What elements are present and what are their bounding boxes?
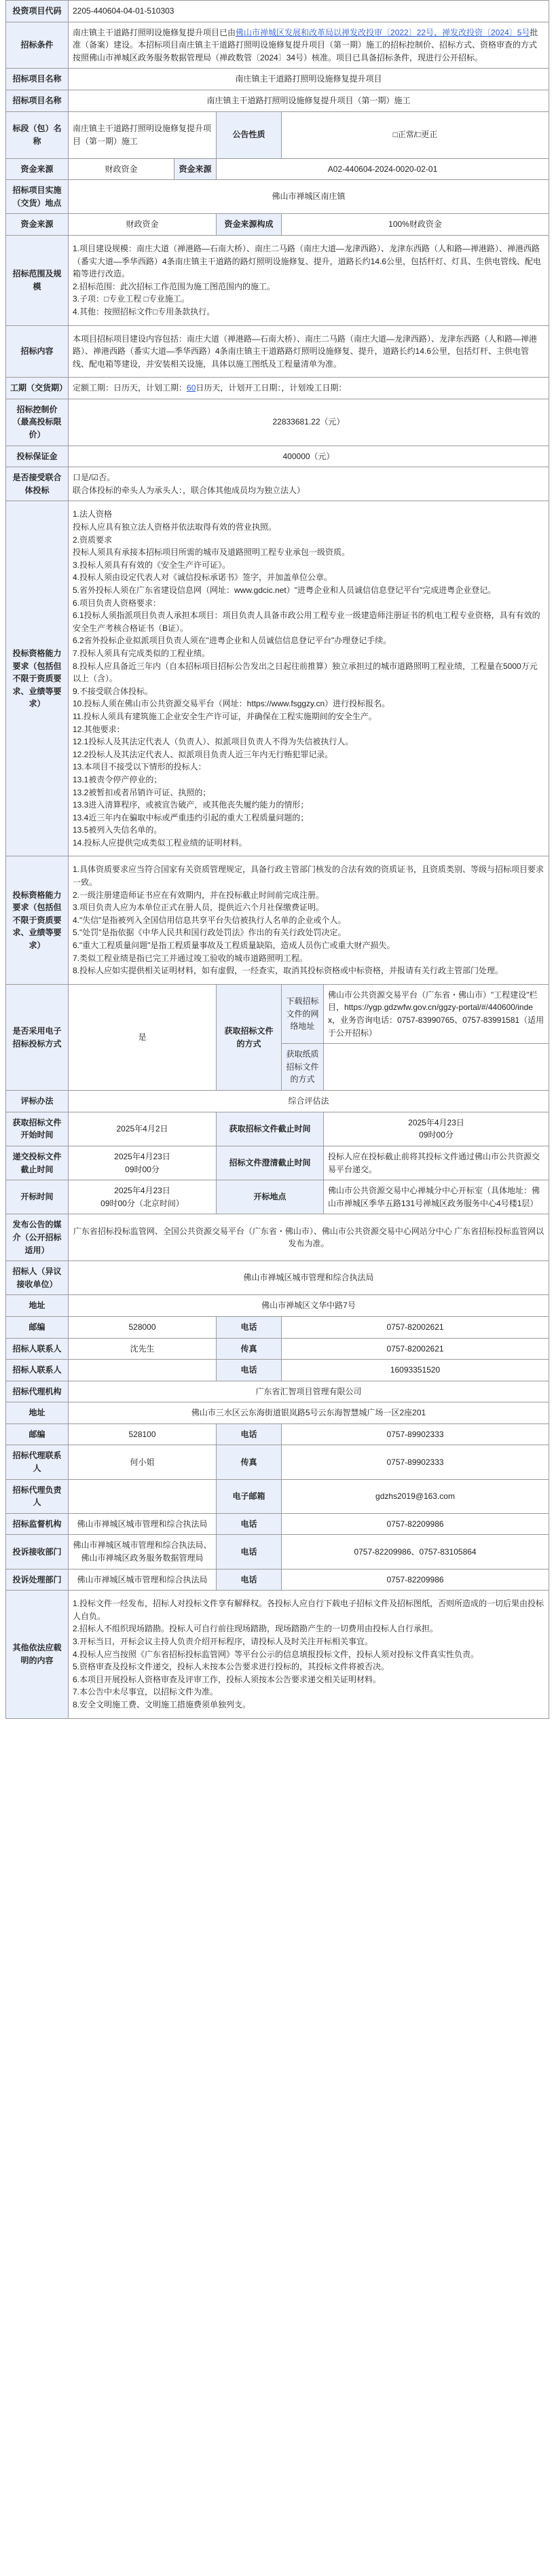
fax-value: 0757-82002621	[282, 1338, 549, 1360]
agency-director-label: 招标代理负责人	[6, 1479, 69, 1513]
row-tenderer	[6, 1261, 549, 1295]
duration-tail: ，计划竣工日期：	[281, 383, 347, 393]
notice-type-value: □正常/□更正	[282, 111, 549, 158]
phone-label: 电话	[217, 1316, 282, 1338]
phone-value: 0757-82002621	[282, 1316, 549, 1338]
fund-detail-label: 资金来源	[174, 158, 217, 180]
row-joint	[6, 467, 549, 501]
other-value: 1.投标文件一经发布，招标人对投标文件享有解释权。各投标人应自行下载电子招标文件及招标图纸，否则所造成的一切后果由投标人自负。 2.招标人不组织现场踏勘。投标人可自行前往现场踏勘，现场踏勘产生的一切费用由投标人自行承担。 3.开标当日，开标会议主持人负责介绍开标程序，请投标人及时关注开标相关事宜。 4.投标人应当按照《广东省招标投标监管网》等平台公示的信息填报投标文件，投标人须对投标文件真实性负责。 5.资格审查及投标文件递交，投标人未按本公告要求进行投标的，其投标文件将被否决。 6.本项目开展投标人资格审查及评审工作，投标人须按本公告要求递交相关证明材料。 7.本公告中未尽事宜，以招标文件为准。 8.安全文明施工费、文明施工措施费须单独列支。	[69, 1591, 549, 1718]
agency-tel-value: 16093351520	[282, 1360, 549, 1381]
open-place-value: 佛山市公共资源交易中心禅城分中心开标室（具体地址：佛山市禅城区季华五路131号禅城区政务服务中心4号楼1层）	[324, 1180, 549, 1214]
fund-ratio-label: 资金来源构成	[217, 214, 282, 236]
row-conditions	[6, 22, 549, 69]
bid-deadline-value: 2025年4月23日 09时00分	[69, 1146, 217, 1180]
row-agency-tel	[6, 1360, 549, 1381]
fund-source-label: 资金来源	[6, 158, 69, 180]
agency-postcode-label: 邮编	[6, 1423, 69, 1445]
rep-doc-value	[324, 1044, 549, 1091]
fund-amount-label: 资金来源	[6, 214, 69, 236]
fund-ratio-value: 100%财政资金	[282, 214, 549, 236]
row-bond	[6, 446, 549, 467]
email-value[interactable]: gdzhs2019@163.com	[282, 1479, 549, 1513]
get-doc-label: 获取招标文件的方式	[217, 984, 282, 1090]
row-scope	[6, 235, 549, 325]
media-label: 发布公告的媒介（公开招标适用）	[6, 1214, 69, 1261]
agency-director-value	[69, 1479, 217, 1513]
project-name-label: 招标项目名称	[6, 69, 69, 90]
row-section-detail	[6, 111, 549, 158]
row-ebid-1	[6, 984, 549, 1043]
row-eval	[6, 1091, 549, 1112]
agency-contact-value: 何小姐	[69, 1445, 217, 1479]
agency-addr-value: 佛山市三水区云东海街道银岚路5号云东海智慧城广场一区2座201	[69, 1402, 549, 1424]
project-name-value: 南庄镇主干道路打照明设施修复提升项目	[69, 69, 549, 90]
agency-contact-label: 招标代理联系人	[6, 1445, 69, 1479]
doc-end-value: 2025年4月23日 09时00分	[324, 1112, 549, 1146]
complaint-label: 投诉接收部门	[6, 1535, 69, 1569]
clarify-label: 招标文件澄清截止时间	[217, 1146, 324, 1180]
tenderer-addr-value: 佛山市禅城区文华中路7号	[69, 1295, 549, 1317]
eval-label: 评标办法	[6, 1091, 69, 1112]
complaint-value: 佛山市禅城区城市管理和综合执法局、佛山市禅城区政务服务数据管理局	[69, 1535, 217, 1569]
media-value: 广东省招标投标监管网、全国公共资源交易平台（广东省・佛山市）、佛山市公共资源交易中心网站分中心 广东省招标投标监管网以发布为准。	[69, 1214, 549, 1261]
complaint-handle-label: 投诉处理部门	[6, 1569, 69, 1591]
agency-label: 招标代理机构	[6, 1381, 69, 1402]
row-fund-amount	[6, 214, 549, 236]
row-agency-email	[6, 1479, 549, 1513]
joint-label: 是否接受联合体投标	[6, 467, 69, 501]
fund-source-value: 财政资金	[69, 158, 174, 180]
row-section	[6, 90, 549, 111]
code-label: 投资项目代码	[6, 1, 69, 22]
row-code	[6, 1, 549, 22]
conditions-link[interactable]: 佛山市禅城区发展和改革局以禅发改投审〔2022〕22号、禅发改投资〔2024〕5号	[236, 27, 530, 37]
e-bid-label: 是否采用电子招标投标方式	[6, 984, 69, 1090]
code-value: 2205-440604-04-01-510303	[69, 1, 549, 22]
duration-mid: 日历天，计划工期：	[113, 383, 187, 393]
row-agency-postcode	[6, 1423, 549, 1445]
row-fund-serial	[6, 158, 549, 180]
conditions-post: 批准（备案）建设。本招标项目南庄镇主干道路打照明设施修复提升项目（第一期）施工的招标控制价、招标方式、资格审查的方式按照佛山市禅城区政务服务数据管理局（禅政数管〔2024〕34号）核准。项目已具备招标条件，现进行公开招标。	[73, 27, 538, 62]
control-price-label: 招标控制价（最高投标限价）	[6, 399, 69, 446]
row-other	[6, 1591, 549, 1718]
joint-value: 口是/☑否。 联合体投标的牵头人为承头人：，联合体其他成员均为独立法人）	[69, 467, 549, 501]
duration-suffix: 日历天，计划开工日期：	[196, 383, 282, 393]
contact-value: 沈先生	[69, 1338, 217, 1360]
bond-label: 投标保证金	[6, 446, 69, 467]
agency-value: 广东省汇智项目管理有限公司	[69, 1381, 549, 1402]
clarify-value: 投标人应在投标截止前将其投标文件通过佛山市公共资源交易平台递交。	[324, 1146, 549, 1180]
row-content	[6, 325, 549, 378]
notice-document	[5, 0, 549, 1719]
other-label: 其他依法应载明的内容	[6, 1591, 69, 1718]
scope-value: 1.项目建设规模：南庄大道（禅港路—石南大桥）、南庄二马路（南庄大道—龙津西路）、龙津东西路（人和路—禅港路）、禅港西路（番实大道—季华西路）4条南庄镇主干道路的路灯照明设施修复、提升，道路长约14.6公里，包括杆灯、灯具、生供电管线、配电箱等进行改造。 2.招标范围：此次招标工作范围为施工图范围内的施工。 3.子项：□专业工程 □专业施工。 4.其他：按照招标文件□专用条款执行。	[69, 235, 549, 325]
gov-doc-label: 下载招标文件的网络地址	[282, 984, 324, 1043]
doc-end-label: 获取招标文件截止时间	[217, 1112, 324, 1146]
content-value: 本项目招标项目建设内容包括：南庄大道（禅港路—石南大桥）、南庄二马路（南庄大道—龙津西路）、龙津东西路（人和路—禅港路）、禅港西路（番实大道—季华西路）4条南庄镇主干道路路灯照明设施修复、提升，道路长约14.6公里，包括灯杆、主供电管线、配电箱等建设，并安装相关设施，具体以施工图纸及工程量清单为准。	[69, 325, 549, 378]
conditions-pre: 南庄镇主干道路打照明设施修复提升项目已由	[73, 27, 236, 37]
complaint-handle-phone-value: 0757-82209986	[282, 1569, 549, 1591]
row-site	[6, 180, 549, 214]
email-label: 电子邮箱	[217, 1479, 282, 1513]
row-media	[6, 1214, 549, 1261]
postcode-label: 邮编	[6, 1316, 69, 1338]
row-supervisor	[6, 1513, 549, 1535]
row-agency-addr	[6, 1402, 549, 1424]
other-req-value: 1.具体资质要求应当符合国家有关资质管理规定，具备行政主管部门核发的合法有效的资质证书，且资质类别、等级与招标项目要求一致。 2.一级注册建造师证书应在有效期内，并在投标截止时间前完成注册。 3.项目负责人应为本单位正式在册人员，提供近六个月社保缴费证明。 4."失信"是指被列入全国信用信息共享平台失信被执行人名单的企业或个人。 5."处罚"是指依据《中华人民共和国行政处罚法》作出的有关行政处罚决定。 6."重大工程质量问题"是指工程质量事故及工程质量缺陷，造成人员伤亡或重大财产损失。 7.类似工程业绩是指已完工并通过竣工验收的城市道路照明工程。 8.投标人应如实提供相关证明材料，如有虚假，一经查实，取消其投标资格或中标资格，并报请有关行政主管部门处理。	[69, 856, 549, 984]
row-complaint-handle	[6, 1569, 549, 1591]
fund-amount-value: 财政资金	[69, 214, 217, 236]
tenderer-value: 佛山市禅城区城市管理和综合执法局	[69, 1261, 549, 1295]
gov-doc-value[interactable]: 佛山市公共资源交易平台（广东省・佛山市）"工程建设"栏目，https://ygp.gdzwfw.gov.cn/ggzy-portal/#/440600/index，业务咨询电话：0757-83990765、0757-83991581（适用于公开招标）	[324, 984, 549, 1043]
row-agency	[6, 1381, 549, 1402]
row-control-price	[6, 399, 549, 446]
tenderer-label: 招标人（异议接收单位）	[6, 1261, 69, 1295]
open-time-label: 开标时间	[6, 1180, 69, 1214]
site-label: 招标项目实施（交货）地点	[6, 180, 69, 214]
open-time-value: 2025年4月23日 09时00分（北京时间）	[69, 1180, 217, 1214]
row-other-req	[6, 856, 549, 984]
agency-phone-value: 0757-89902333	[282, 1423, 549, 1445]
agency-fax-label: 传真	[217, 1445, 282, 1479]
complaint-phone-value: 0757-82209986、0757-83105864	[282, 1535, 549, 1569]
complaint-handle-value: 佛山市禅城区城市管理和综合执法局	[69, 1569, 217, 1591]
duration-prefix: 定额工期：	[73, 383, 114, 393]
agency-phone-label: 电话	[217, 1423, 282, 1445]
row-postcode	[6, 1316, 549, 1338]
bid-deadline-label: 递交投标文件截止时间	[6, 1146, 69, 1180]
section-label: 标段（包）名称	[6, 111, 69, 158]
conditions-label: 招标条件	[6, 22, 69, 69]
row-duration	[6, 378, 549, 399]
row-doc-time	[6, 1112, 549, 1146]
row-agency-contact	[6, 1445, 549, 1479]
doc-start-label: 获取招标文件开始时间	[6, 1112, 69, 1146]
agency-tel-blank	[69, 1360, 217, 1381]
open-place-label: 开标地点	[217, 1180, 324, 1214]
serial-value: A02-440604-2024-0020-02-01	[217, 158, 549, 180]
conditions-value	[69, 22, 549, 69]
postcode-value: 528000	[69, 1316, 217, 1338]
agency-postcode-value: 528100	[69, 1423, 217, 1445]
control-price-value: 22833681.22（元）	[69, 399, 549, 446]
duration-days: 60	[187, 383, 196, 393]
row-tenderer-addr	[6, 1295, 549, 1317]
section-title-value: 南庄镇主干道路打照明设施修复提升项目（第一期）施工	[69, 90, 549, 111]
agency-tel-row-label: 招标人联系人	[6, 1360, 69, 1381]
supervisor-value: 佛山市禅城区城市管理和综合执法局	[69, 1513, 217, 1535]
row-qualify	[6, 501, 549, 856]
complaint-handle-phone-label: 电话	[217, 1569, 282, 1591]
duration-value	[69, 378, 549, 399]
supervisor-phone-label: 电话	[217, 1513, 282, 1535]
qualify-label: 投标资格能力要求（包括但不限于资质要求、业绩等要求）	[6, 501, 69, 856]
duration-label: 工期（交货期）	[6, 378, 69, 399]
row-open	[6, 1180, 549, 1214]
other-req-label: 投标资格能力要求（包括但不限于资质要求、业绩等要求）	[6, 856, 69, 984]
qualify-value: 1.法人资格 投标人应具有独立法人资格并依法取得有效的营业执照。 2.资质要求 投标人须具有承接本招标项目所需的城市及道路照明工程专业承包一级资质。 3.投标人须具有有效的《安全生产许可证》。 4.投标人须由设定代表人对《诚信投标承诺书》签字，并加盖单位公章。 5.省外投标人须在广东省建设信息网（网址：www.gdcic.net）"进粤企业和人员诚信信息登记平台"完成进粤企业登记。 6.项目负责人资格要求： 6.1投标人须指派项目负责人承担本项目：项目负责人具备市政公用工程专业一级建造师注册证书的机电工程专业资格，具有有效的安全生产考核合格证书（B证）。 6.2省外投标企业拟派项目负责人须在"进粤企业和人员诚信信息登记平台"办理登记手续。 7.投标人须具有完成类似的工程业绩。 8.投标人应具备近三年内（自本招标项目招标公告发出之日起往前推算）独立承担过的城市道路照明工程业绩，工程量在5000万元以上（含）。 9.不接受联合体投标。 10.投标人须在佛山市公共资源交易平台（网址：https://www.fsggzy.cn）进行投标报名。 11.投标人须具有建筑施工企业安全生产许可证，并确保在工程实施期间的安全生产。 12.其他要求： 12.1投标人及其法定代表人（负责人）、拟派项目负责人不得为失信被执行人。 12.2投标人及其法定代表人、拟派项目负责人近三年内无行贿犯罪记录。 13.本项目不接受以下情形的投标人： 13.1被责令停产停业的； 13.2被暂扣或者吊销许可证、执照的； 13.3进入清算程序，或被宣告破产，或其他丧失履约能力的情形； 13.4近三年内在骗取中标或严重违约引起的重大工程质量问题的； 13.5被列入失信名单的。 14.投标人应提供完成类似工程业绩的证明材料。	[69, 501, 549, 856]
tenderer-addr-label: 地址	[6, 1295, 69, 1317]
notice-table	[5, 0, 549, 1719]
complaint-phone-label: 电话	[217, 1535, 282, 1569]
site-value: 佛山市禅城区南庄镇	[69, 180, 549, 214]
agency-tel-label: 电话	[217, 1360, 282, 1381]
row-contact	[6, 1338, 549, 1360]
fax-label: 传真	[217, 1338, 282, 1360]
contact-label: 招标人联系人	[6, 1338, 69, 1360]
e-bid-value: 是	[69, 984, 217, 1090]
row-project-name	[6, 69, 549, 90]
row-deadline	[6, 1146, 549, 1180]
supervisor-phone-value: 0757-82209986	[282, 1513, 549, 1535]
bond-value: 400000（元）	[69, 446, 549, 467]
rep-doc-label: 获取纸质招标文件的方式	[282, 1044, 324, 1091]
content-label: 招标内容	[6, 325, 69, 378]
row-complaint	[6, 1535, 549, 1569]
section-title-label: 招标项目名称	[6, 90, 69, 111]
agency-fax-value: 0757-89902333	[282, 1445, 549, 1479]
eval-value: 综合评估法	[69, 1091, 549, 1112]
scope-label: 招标范围及规模	[6, 235, 69, 325]
section-value: 南庄镇主干道路打照明设施修复提升项目（第一期）施工	[69, 111, 217, 158]
doc-start-value: 2025年4月2日	[69, 1112, 217, 1146]
notice-type-label: 公告性质	[217, 111, 282, 158]
agency-addr-label: 地址	[6, 1402, 69, 1424]
supervisor-label: 招标监督机构	[6, 1513, 69, 1535]
